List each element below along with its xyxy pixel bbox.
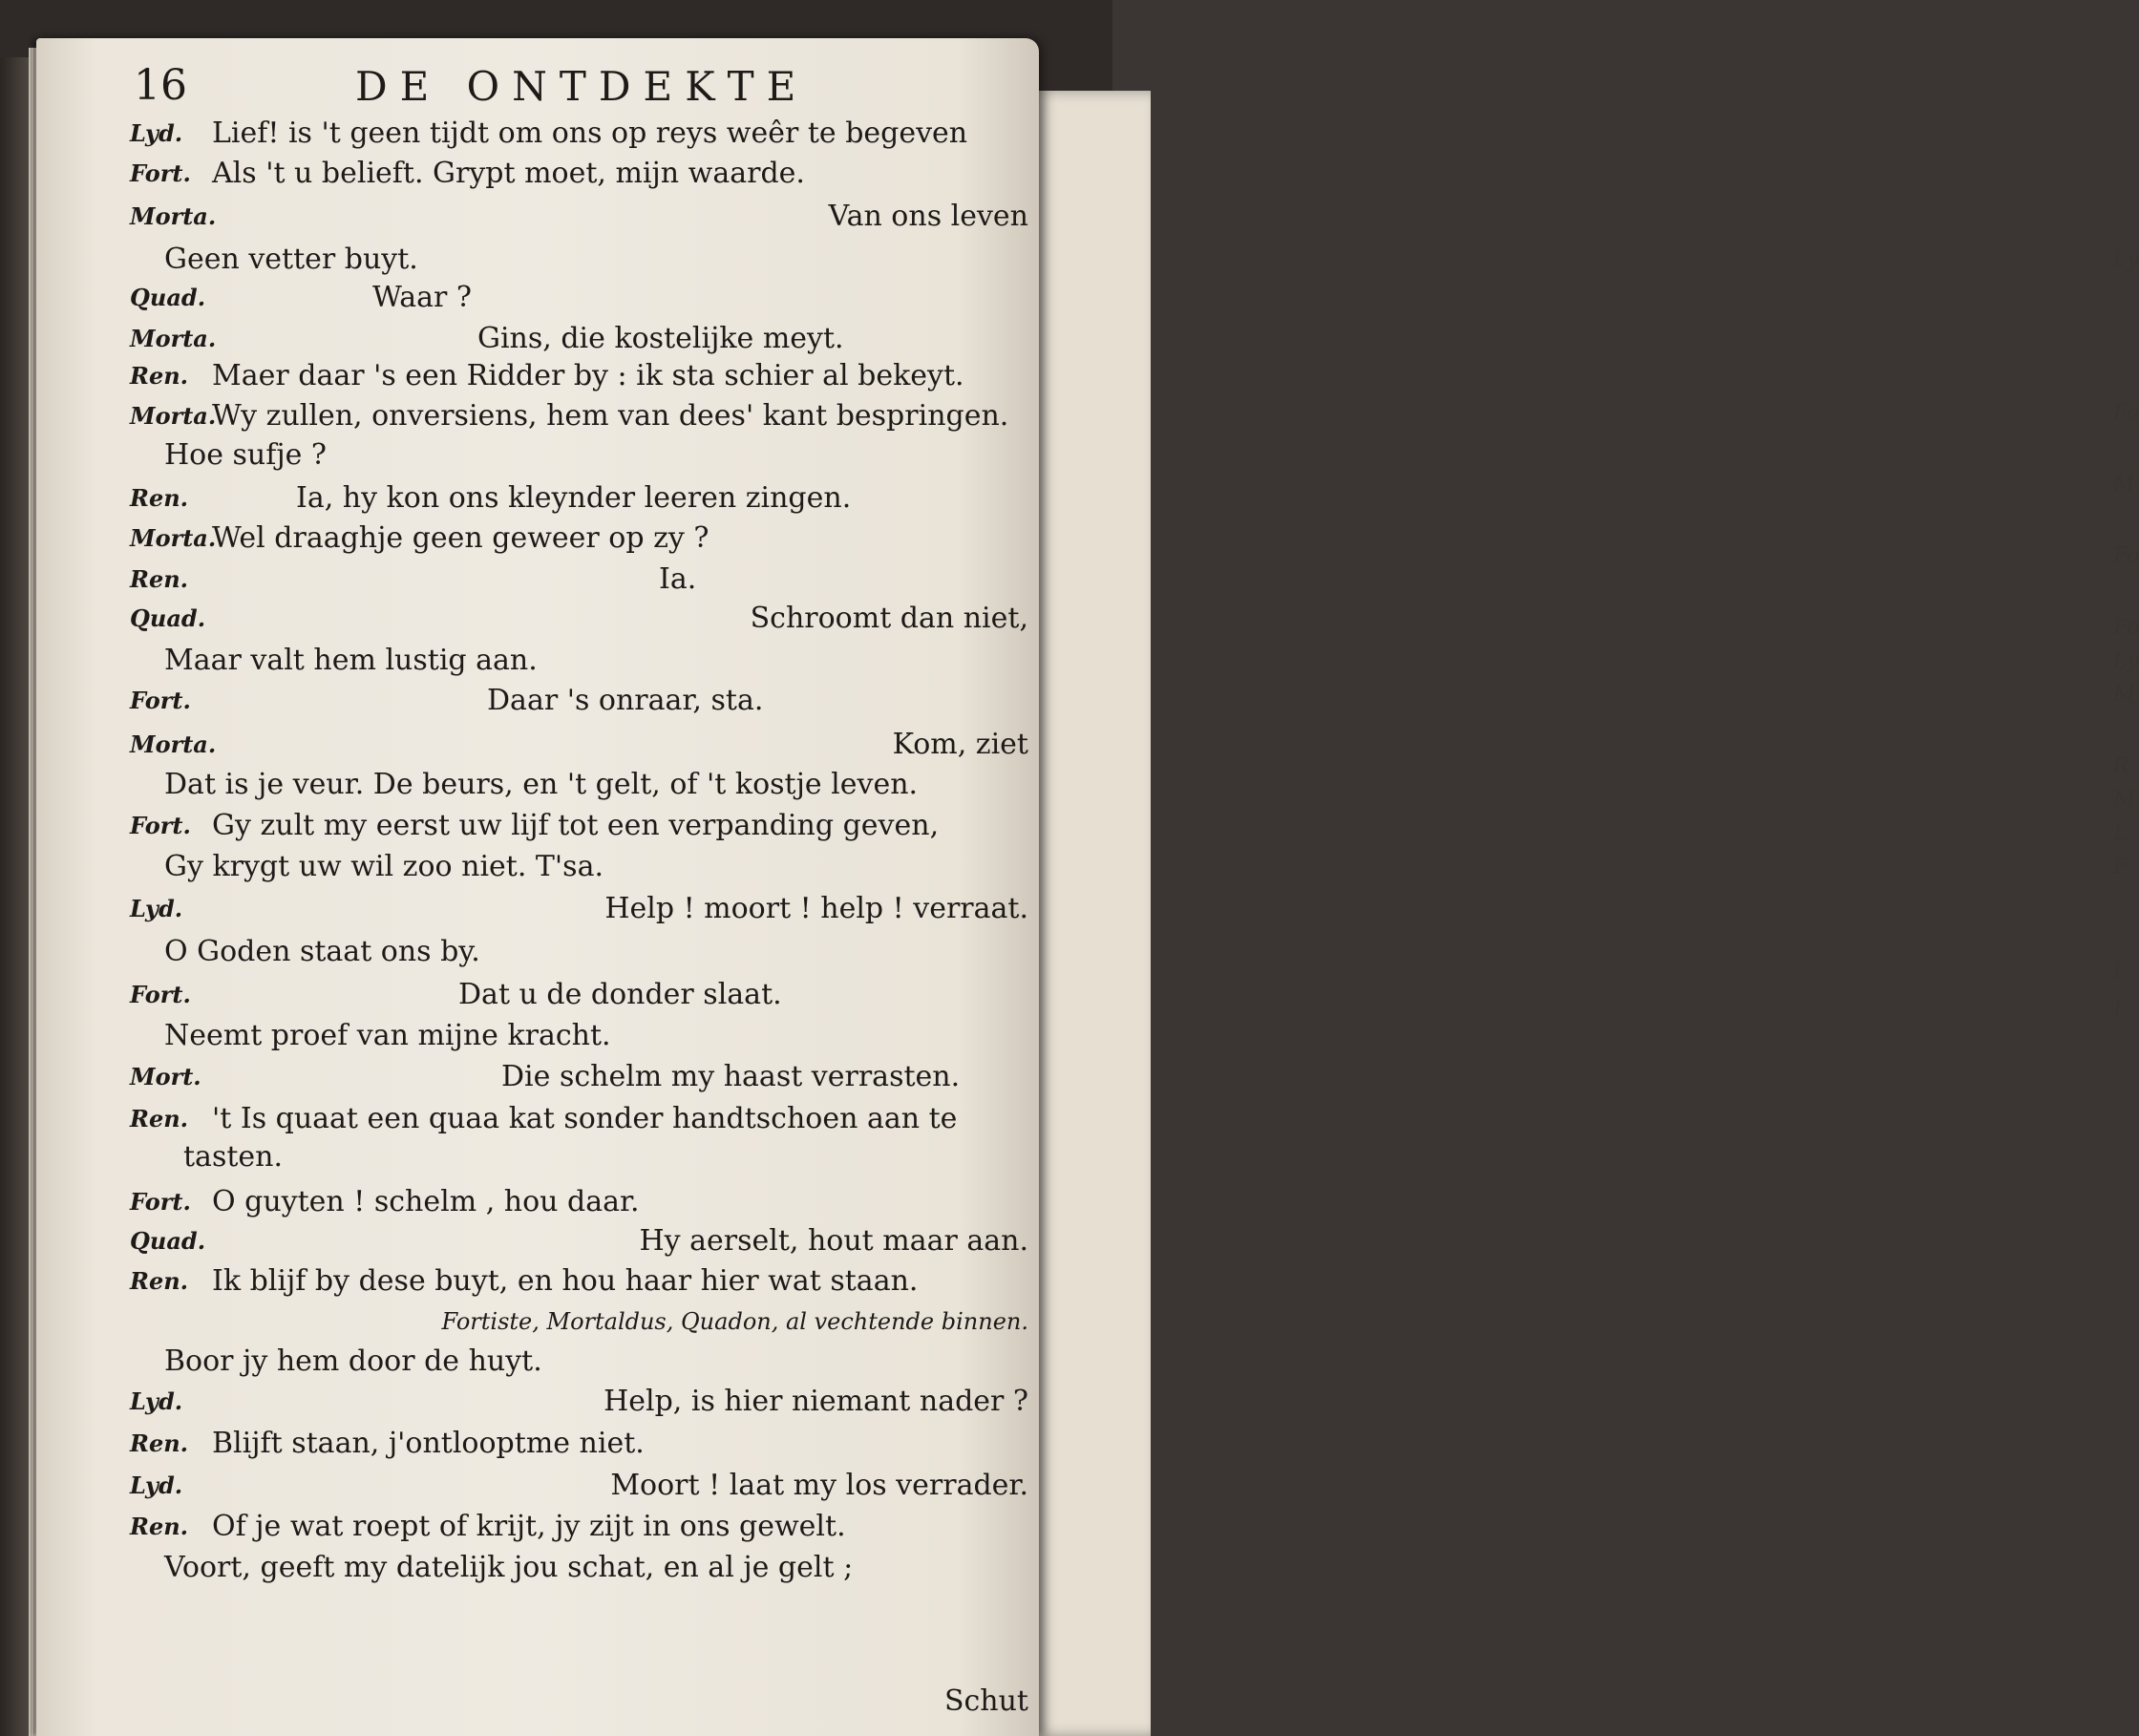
speaker-name: Fort. (130, 812, 191, 839)
dialogue-line (0, 434, 1036, 476)
line-text: Gy krygt uw wil zoo niet. T'sa. (164, 850, 604, 883)
facing-page-speaker-fragment: F (2113, 855, 2128, 879)
speaker-name: Lyd. (130, 895, 183, 922)
dialogue-line (0, 1136, 1036, 1178)
dialogue-line (0, 1381, 1036, 1423)
dialogue-line (0, 277, 1036, 319)
speaker-name: Ren. (130, 565, 189, 593)
line-text: 't Is quaat een quaa kat sonder handtschoen aan te (212, 1102, 958, 1135)
speaker-name: Ren. (130, 1513, 189, 1540)
line-text: Ia, hy kon ons kleynder leeren zingen. (296, 481, 852, 515)
line-text: Of je wat roept of krijt, jy zijt in ons gewelt. (212, 1510, 846, 1543)
facing-page-speaker-fragment: R (2113, 754, 2129, 778)
speaker-name: Fort. (130, 981, 191, 1008)
line-text: Gins, die kostelijke meyt. (477, 322, 844, 355)
catchword: Schut (943, 1684, 1028, 1718)
dialogue-line (0, 1301, 1036, 1343)
line-text: Geen vetter buyt. (164, 243, 418, 276)
line-text: Maer daar 's een Ridder by : ik sta schier al bekeyt. (212, 359, 964, 392)
dialogue-line (0, 640, 1036, 682)
speaker-name: Quad. (130, 1227, 206, 1255)
facing-page-speaker-fragment: Fo (2113, 401, 2139, 425)
facing-page-speaker-fragment: Fo (2113, 544, 2139, 568)
dialogue-line (0, 1423, 1036, 1465)
facing-page-speaker-fragment: Ly (2113, 248, 2139, 272)
dialogue-line (0, 1098, 1036, 1140)
speaker-name: Morta. (130, 730, 217, 758)
line-text: Ia. (659, 562, 697, 596)
line-text: Hy aerselt, hout maar aan. (639, 1224, 1028, 1258)
dialogue-line (0, 1220, 1036, 1262)
dialogue-line (0, 1056, 1036, 1098)
dialogue-line (0, 931, 1036, 973)
speaker-name: Quad. (130, 284, 206, 311)
line-text: Voort, geeft my datelijk jou schat, en al je gelt ; (164, 1551, 854, 1584)
dialogue-line (0, 888, 1036, 930)
speaker-name: Lyd. (130, 1387, 183, 1415)
dialogue-line (0, 1547, 1036, 1589)
line-text: Lief! is 't geen tijdt om ons op reys weêr te begeven (212, 116, 968, 150)
facing-page-speaker-fragment: M (2113, 473, 2135, 497)
speaker-name: Fort. (130, 687, 191, 714)
facing-page-speaker-fragment: I (2113, 998, 2122, 1022)
dialogue-line (0, 1465, 1036, 1507)
facing-page-speaker-fragment: Ly (2113, 649, 2139, 673)
dialogue-line (0, 318, 1036, 360)
facing-page-speaker-fragment: L (2113, 821, 2128, 845)
speaker-name: Ren. (130, 1105, 189, 1133)
speaker-name: Lyd. (130, 119, 183, 147)
line-text: tasten. (183, 1140, 284, 1174)
running-title: DE ONTDEKTE (355, 63, 809, 110)
line-text: O guyten ! schelm , hou daar. (212, 1185, 640, 1218)
dialogue-line (0, 974, 1036, 1016)
dialogue-line (0, 1260, 1036, 1302)
dialogue-line (0, 764, 1036, 806)
speaker-name: Mort. (130, 1063, 201, 1090)
facing-page-speaker-fragment: M (2113, 788, 2135, 812)
dialogue-line (0, 1181, 1036, 1223)
line-text: Als 't u belieft. Grypt moet, mijn waarde. (212, 157, 805, 190)
dialogue-line (0, 846, 1036, 888)
dialogue-line (0, 239, 1036, 281)
line-text: Blijft staan, j'ontlooptme niet. (212, 1427, 645, 1460)
line-text: Waar ? (372, 281, 472, 314)
facing-page-speaker-fragment: I (2113, 960, 2122, 984)
line-text: Van ons leven (828, 200, 1028, 233)
speaker-name: Ren. (130, 362, 189, 390)
line-text: O Goden staat ons by. (164, 935, 480, 968)
speaker-name: Morta. (130, 524, 217, 552)
line-text: Gy zult my eerst uw lijf tot een verpanding geven, (212, 809, 940, 842)
facing-page (1036, 91, 2139, 1736)
line-text: Ik blijf by dese buyt, en hou haar hier wat staan. (212, 1264, 919, 1298)
speaker-name: Fort. (130, 1188, 191, 1216)
speaker-name: Morta. (130, 402, 217, 430)
facing-page-speaker-fragment: M (2113, 683, 2135, 707)
dialogue-line (0, 153, 1036, 195)
line-text: Help ! moort ! help ! verraat. (604, 892, 1028, 925)
stage-direction: Fortiste, Mortaldus, Quadon, al vechtende binnen. (441, 1308, 1028, 1335)
line-text: Help, is hier niemant nader ? (604, 1385, 1028, 1418)
speaker-name: Fort. (130, 159, 191, 187)
play-text (0, 0, 1036, 1736)
line-text: Kom, ziet (892, 728, 1028, 761)
speaker-name: Quad. (130, 604, 206, 632)
page-number: 16 (134, 61, 187, 110)
dialogue-line (0, 1506, 1036, 1548)
line-text: Wel draaghje geen geweer op zy ? (212, 521, 709, 555)
dialogue-line (0, 680, 1036, 722)
line-text: Schroomt dan niet, (750, 602, 1028, 635)
line-text: Daar 's onraar, sta. (487, 684, 764, 717)
speaker-name: Morta. (130, 325, 217, 352)
dialogue-line (0, 1015, 1036, 1057)
speaker-name: Ren. (130, 1429, 189, 1457)
dialogue-line (0, 477, 1036, 519)
dialogue-line (0, 395, 1036, 437)
dialogue-line (0, 1341, 1036, 1383)
catchword-line (0, 1681, 1036, 1723)
speaker-name: Ren. (130, 484, 189, 512)
line-text: Moort ! laat my los verrader. (610, 1469, 1028, 1502)
dialogue-line (0, 518, 1036, 560)
speaker-name: Ren. (130, 1267, 189, 1295)
line-text: Maar valt hem lustig aan. (164, 644, 538, 677)
dialogue-line (0, 559, 1036, 601)
dialogue-line (0, 113, 1036, 155)
speaker-name: Morta. (130, 202, 217, 230)
facing-page-speaker-fragment: Fo (2113, 616, 2139, 640)
line-text: Dat u de donder slaat. (458, 978, 782, 1011)
speaker-name: Lyd. (130, 1471, 183, 1499)
line-text: Neemt proef van mijne kracht. (164, 1019, 611, 1052)
dialogue-line (0, 805, 1036, 847)
dialogue-line (0, 196, 1036, 238)
dialogue-line (0, 724, 1036, 766)
dialogue-line (0, 598, 1036, 640)
line-text: Die schelm my haast verrasten. (501, 1060, 961, 1093)
line-text: Wy zullen, onversiens, hem van dees' kant bespringen. (212, 399, 1009, 433)
line-text: Dat is je veur. De beurs, en 't gelt, of 't kostje leven. (164, 768, 919, 801)
line-text: Boor jy hem door de huyt. (164, 1344, 542, 1378)
line-text: Hoe sufje ? (164, 438, 328, 472)
dialogue-line (0, 355, 1036, 397)
